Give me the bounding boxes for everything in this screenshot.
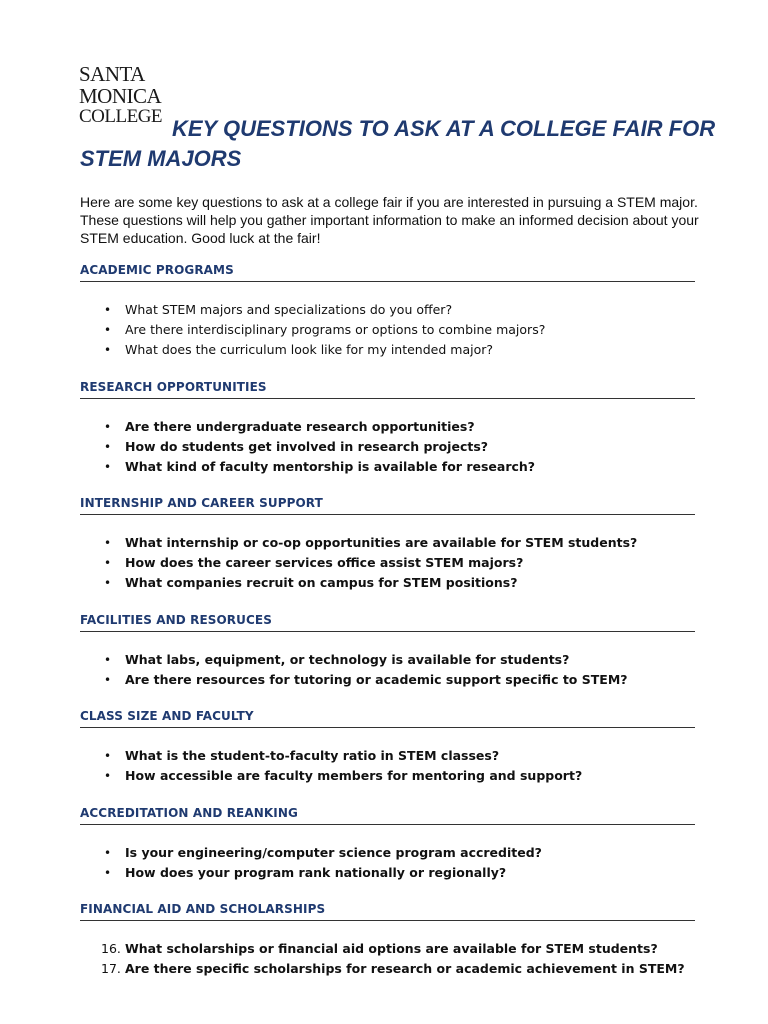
logo-line-2: MONICA: [79, 84, 162, 108]
question-text: How does your program rank nationally or regionally?: [125, 865, 507, 880]
question-text: Are there interdisciplinary programs or options to combine majors?: [125, 322, 546, 337]
intro-paragraph: Here are some key questions to ask at a college fair if you are interested in pursuing a STEM major. These questions will help you gather important information to make an informed decision about your STEM education. Good luck at the fair!: [80, 194, 699, 246]
section-accreditation-ranking: [80, 806, 695, 883]
bullet-icon: •: [104, 343, 112, 357]
bullet-icon: •: [104, 420, 112, 434]
list-item: [80, 553, 695, 573]
question-list: [80, 417, 695, 477]
question-text: How does the career services office assist STEM majors?: [125, 555, 524, 570]
section-heading: CLASS SIZE AND FACULTY: [80, 709, 695, 728]
list-item: [80, 533, 695, 553]
list-item: [80, 746, 695, 766]
bullet-icon: •: [104, 749, 112, 763]
question-text: What scholarships or financial aid options are available for STEM students?: [125, 941, 658, 956]
section-facilities-resources: [80, 613, 695, 690]
section-class-size-faculty: [80, 709, 695, 786]
question-text: What is the student-to-faculty ratio in STEM classes?: [125, 748, 500, 763]
question-list: [80, 300, 695, 360]
section-academic-programs: [80, 263, 695, 360]
question-text: Is your engineering/computer science program accredited?: [125, 845, 542, 860]
list-item: [80, 939, 695, 959]
list-item: [80, 457, 695, 477]
list-item: [80, 843, 695, 863]
section-heading: FINANCIAL AID AND SCHOLARSHIPS: [80, 902, 695, 921]
bullet-icon: •: [104, 576, 112, 590]
list-number: 17.: [101, 961, 121, 976]
question-list: [80, 843, 695, 883]
section-heading: RESEARCH OPPORTUNITIES: [80, 380, 695, 399]
bullet-icon: •: [104, 866, 112, 880]
question-text: What companies recruit on campus for STEM positions?: [125, 575, 518, 590]
bullet-icon: •: [104, 673, 112, 687]
question-text: What internship or co-op opportunities are available for STEM students?: [125, 535, 638, 550]
bullet-icon: •: [104, 556, 112, 570]
question-text: Are there specific scholarships for research or academic achievement in STEM?: [125, 961, 685, 976]
section-heading: ACCREDITATION AND REANKING: [80, 806, 695, 825]
list-item: [80, 437, 695, 457]
logo-line-1: SANTA: [79, 62, 145, 86]
list-item: [80, 340, 695, 360]
bullet-icon: •: [104, 460, 112, 474]
section-research-opportunities: [80, 380, 695, 477]
bullet-icon: •: [104, 323, 112, 337]
question-list: [80, 746, 695, 786]
bullet-icon: •: [104, 440, 112, 454]
question-list: [80, 939, 695, 979]
list-item: [80, 417, 695, 437]
page-title: [80, 114, 720, 174]
question-text: How accessible are faculty members for mentoring and support?: [125, 768, 583, 783]
section-heading: INTERNSHIP AND CAREER SUPPORT: [80, 496, 695, 515]
bullet-icon: •: [104, 653, 112, 667]
question-text: What kind of faculty mentorship is available for research?: [125, 459, 536, 474]
list-item: [80, 300, 695, 320]
page-title-line-1: KEY QUESTIONS TO ASK AT A COLLEGE FAIR FOR: [172, 116, 716, 141]
list-item: [80, 863, 695, 883]
question-text: Are there resources for tutoring or academic support specific to STEM?: [125, 672, 628, 687]
question-text: How do students get involved in research projects?: [125, 439, 489, 454]
question-text: Are there undergraduate research opportunities?: [125, 419, 475, 434]
list-number: 16.: [101, 941, 121, 956]
list-item: [80, 766, 695, 786]
bullet-icon: •: [104, 536, 112, 550]
section-financial-aid-scholarships: [80, 902, 695, 979]
bullet-icon: •: [104, 303, 112, 317]
bullet-icon: •: [104, 769, 112, 783]
list-item: [80, 670, 695, 690]
question-list: [80, 533, 695, 593]
logo-line-3: COLLEGE: [79, 106, 163, 127]
list-item: [80, 573, 695, 593]
section-internship-career-support: [80, 496, 695, 593]
question-text: What does the curriculum look like for my intended major?: [125, 342, 493, 357]
list-item: [80, 650, 695, 670]
question-list: [80, 650, 695, 690]
question-text: What STEM majors and specializations do you offer?: [125, 302, 453, 317]
question-text: What labs, equipment, or technology is available for students?: [125, 652, 570, 667]
section-heading: FACILITIES AND RESORUCES: [80, 613, 695, 632]
list-item: [80, 320, 695, 340]
bullet-icon: •: [104, 846, 112, 860]
page-title-line-2: STEM MAJORS: [80, 146, 242, 171]
list-item: [80, 959, 695, 979]
section-heading: ACADEMIC PROGRAMS: [80, 263, 695, 282]
